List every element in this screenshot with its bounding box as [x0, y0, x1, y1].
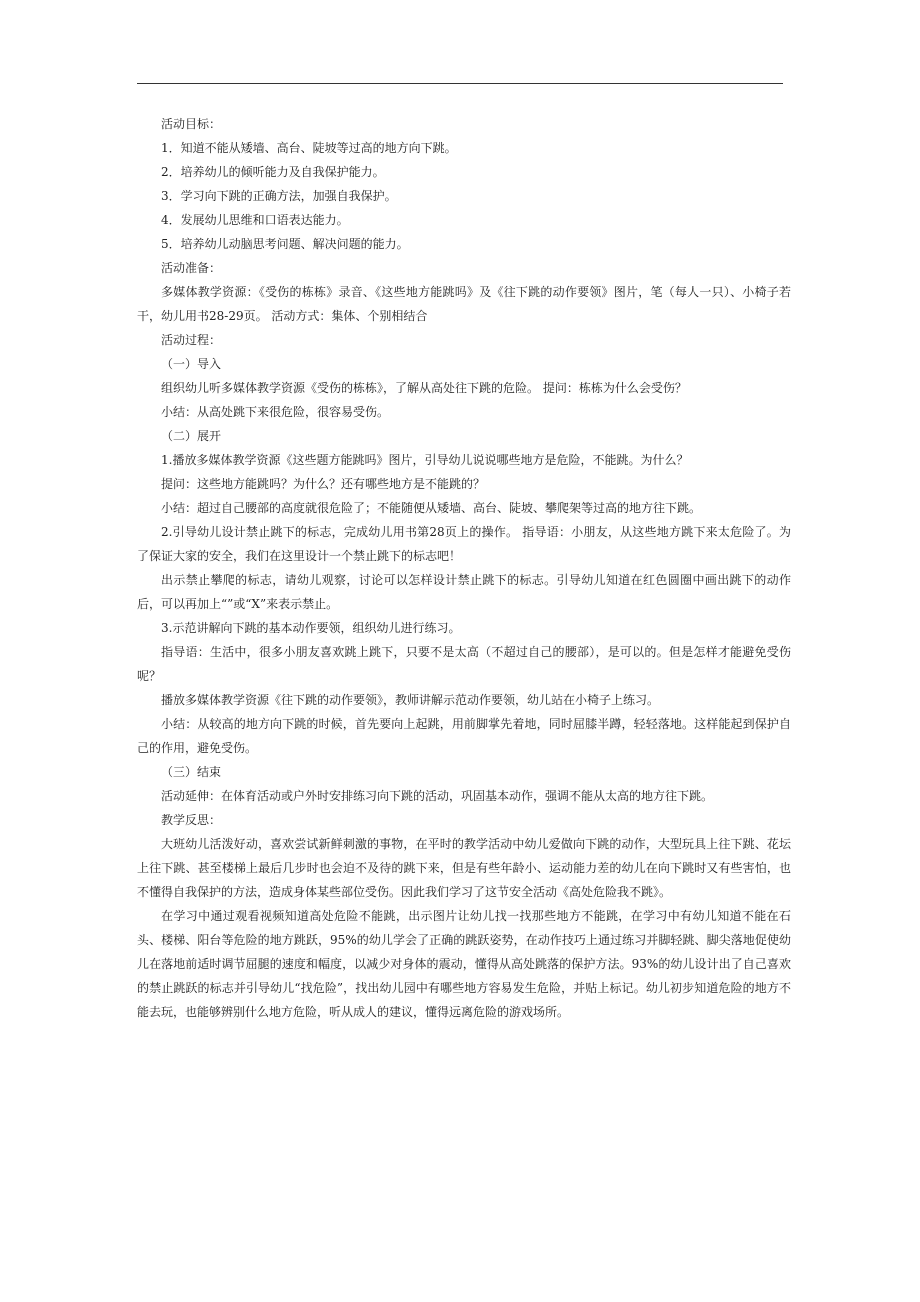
paragraph: 出示禁止攀爬的标志，请幼儿观察，讨论可以怎样设计禁止跳下的标志。引导幼儿知道在红色圆圈中画出跳下的动作后，可以再加上“”或“X”来表示禁止。: [137, 573, 791, 611]
paragraph: 2.引导幼儿设计禁止跳下的标志，完成幼儿用书第28页上的操作。 指导语：小朋友，从这些地方跳下来太危险了。为了保证大家的安全，我们在这里设计一个禁止跳下的标志吧！: [137, 525, 791, 563]
paragraph: 指导语：生活中，很多小朋友喜欢跳上跳下，只要不是太高（不超过自己的腰部），是可以的。但是怎样才能避免受伤呢？: [137, 645, 791, 683]
reflection-paragraph: 大班幼儿活泼好动，喜欢尝试新鲜刺激的事物，在平时的教学活动中幼儿爱做向下跳的动作，大型玩具上往下跳、花坛上往下跳、甚至楼梯上最后几步时也会迫不及待的跳下来，但是有些年龄小、运动能力差的幼儿在向下跳时又有些害怕，也不懂得自我保护的方法，造成身体某些部位受伤。因此我们学习了这节安全活动《高处危险我不跳》。: [137, 837, 791, 899]
goal-item: 1．知道不能从矮墙、高台、陡坡等过高的地方向下跳。: [161, 141, 457, 155]
paragraph: 播放多媒体教学资源《往下跳的动作要领》，教师讲解示范动作要领，幼儿站在小椅子上练习。: [161, 693, 660, 707]
paragraph: 3.示范讲解向下跳的基本动作要领，组织幼儿进行练习。: [161, 621, 461, 635]
prep-paragraph: 多媒体教学资源：《受伤的栋栋》录音、《这些地方能跳吗》及《往下跳的动作要领》图片，笔（每人一只）、小椅子若干，幼儿用书28-29页。 活动方式：集体、个别相结合: [137, 285, 791, 323]
section-develop-heading: （二）展开: [161, 429, 222, 443]
goal-item: 4．发展幼儿思维和口语表达能力。: [161, 213, 349, 227]
goals-heading: 活动目标：: [161, 117, 222, 131]
paragraph: 活动延伸：在体育活动或户外时安排练习向下跳的活动，巩固基本动作，强调不能从太高的地方往下跳。: [161, 789, 714, 803]
section-end-heading: （三）结束: [161, 765, 222, 779]
reflection-paragraph: 在学习中通过观看视频知道高处危险不能跳，出示图片让幼儿找一找那些地方不能跳，在学习中有幼儿知道不能在石头、楼梯、阳台等危险的地方跳跃，95%的幼儿学会了正确的跳跃姿势，在动作技巧上通过练习并脚轻跳、脚尖落地促使幼儿在落地前适时调节屈腿的速度和幅度，以减少对身体的震动，懂得从高处跳落的保护方法。93%的幼儿设计出了自己喜欢的禁止跳跃的标志并引导幼儿“找危险”，找出幼儿园中有哪些地方容易发生危险，并贴上标记。幼儿初步知道危险的地方不能去玩，也能够辨别什么地方危险，听从成人的建议，懂得远离危险的游戏场所。: [137, 909, 791, 1019]
paragraph: 提问：这些地方能跳吗？为什么？还有哪些地方是不能跳的？: [161, 477, 486, 491]
document-body: [137, 112, 791, 1024]
goal-item: 3．学习向下跳的正确方法，加强自我保护。: [161, 189, 397, 203]
goal-item: 2．培养幼儿的倾听能力及自我保护能力。: [161, 165, 385, 179]
section-intro-heading: （一）导入: [161, 357, 222, 371]
paragraph: 组织幼儿听多媒体教学资源《受伤的栋栋》，了解从高处往下跳的危险。 提问：栋栋为什么会受伤？: [161, 381, 687, 395]
paragraph: 1.播放多媒体教学资源《这些题方能跳吗》图片，引导幼儿说说哪些地方是危险，不能跳。为什么？: [161, 453, 689, 467]
prep-heading: 活动准备：: [161, 261, 222, 275]
goal-item: 5．培养幼儿动脑思考问题、解决问题的能力。: [161, 237, 409, 251]
paragraph: 小结：从较高的地方向下跳的时候，首先要向上起跳，用前脚掌先着地，同时屈膝半蹲，轻轻落地。这样能起到保护自己的作用，避免受伤。: [137, 717, 791, 755]
paragraph: 小结：从高处跳下来很危险，很容易受伤。: [161, 405, 390, 419]
process-heading: 活动过程：: [161, 333, 222, 347]
paragraph: 小结：超过自己腰部的高度就很危险了；不能随便从矮墙、高台、陡坡、攀爬架等过高的地方往下跳。: [161, 501, 702, 515]
reflection-heading: 教学反思：: [161, 813, 222, 827]
header-rule: [137, 83, 783, 84]
